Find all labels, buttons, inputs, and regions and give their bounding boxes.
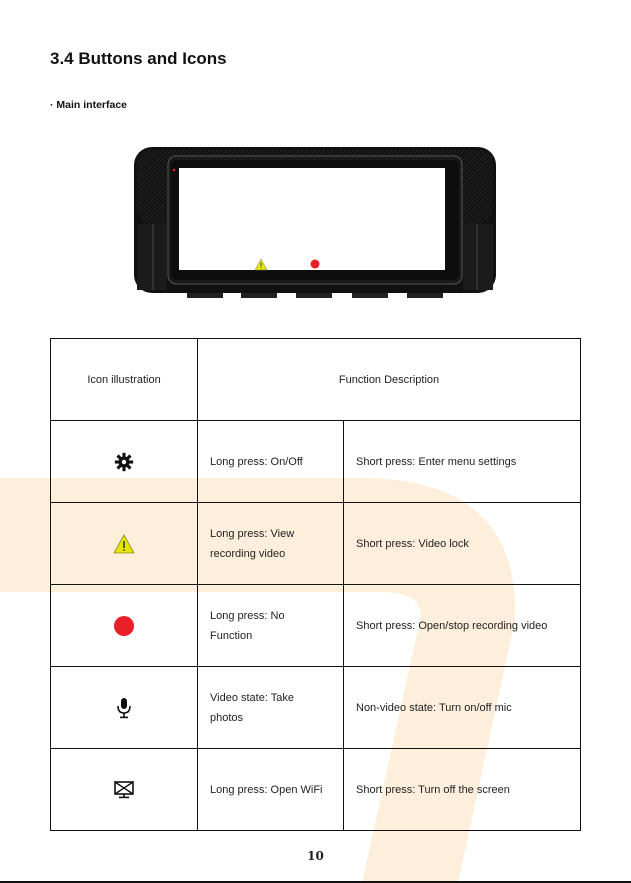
cell-text-line: Long press: View [210, 527, 295, 540]
cell-text-line: Video state: Take [210, 691, 294, 704]
cell-text-line: Long press: No [210, 609, 285, 622]
table-row [51, 585, 581, 667]
page-title: 3.4 Buttons and Icons [50, 49, 227, 68]
long-press-cell [198, 585, 344, 667]
icon-cell [51, 585, 198, 667]
table-row [51, 421, 581, 503]
header-function-description: Function Description [198, 339, 581, 421]
icon-cell [51, 421, 198, 503]
long-press-cell [198, 667, 344, 749]
short-press-cell: Short press: Turn off the screen [344, 749, 581, 831]
gear-icon [113, 451, 135, 473]
short-press-cell: Short press: Enter menu settings [344, 421, 581, 503]
warning-icon [113, 534, 135, 554]
record-icon [113, 615, 135, 637]
header-icon-illustration: Icon illustration [51, 339, 198, 421]
long-press-cell [198, 503, 344, 585]
microphone-icon [116, 697, 132, 719]
long-press-cell [198, 749, 344, 831]
function-table [50, 338, 581, 831]
icon-cell [51, 667, 198, 749]
cell-text-line: Long press: Open WiFi [210, 783, 323, 796]
section-subtitle: · Main interface [50, 99, 128, 111]
cell-text-line: recording video [210, 547, 286, 560]
table-row [51, 749, 581, 831]
screen-off-icon [113, 781, 135, 799]
cell-text-line: Long press: On/Off [210, 455, 303, 468]
icon-cell [51, 503, 198, 585]
table-header-row [51, 339, 581, 421]
icon-cell [51, 749, 198, 831]
short-press-cell: Short press: Open/stop recording video [344, 585, 581, 667]
page-number: 10 [307, 849, 324, 863]
table-row [51, 503, 581, 585]
cell-text-line: photos [210, 711, 244, 724]
device-illustration [133, 146, 497, 300]
long-press-cell [198, 421, 344, 503]
short-press-cell: Short press: Video lock [344, 503, 581, 585]
table-row [51, 667, 581, 749]
cell-text-line: Function [210, 629, 253, 642]
short-press-cell: Non-video state: Turn on/off mic [344, 667, 581, 749]
